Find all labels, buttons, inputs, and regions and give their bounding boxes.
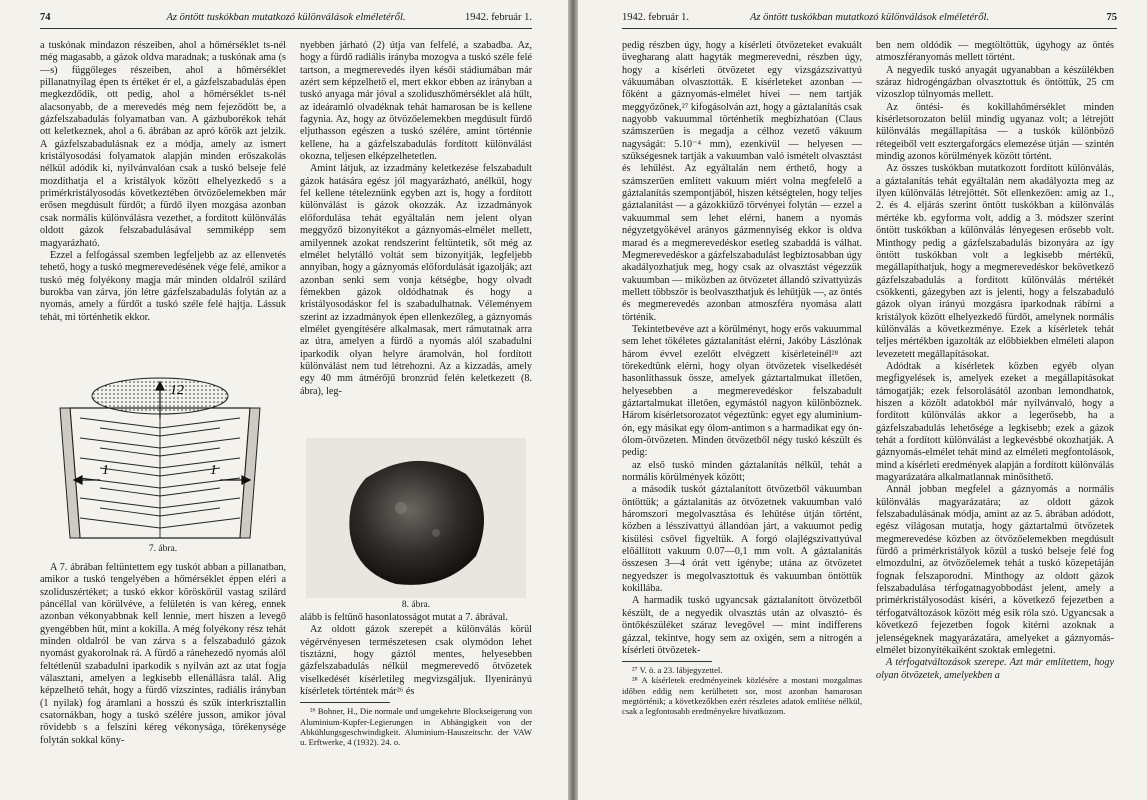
footnote-26: ²⁶ Bohner, H., Die normale und umgekehrte Blockseigerung von Aluminium-Kupfer-Legierungen in Abhängigkeit von der Abkühlungsgeschwindigkeit. Aluminium-Hauszeitschr. der VAW u. Erftwerke, 4 (1932). 24. o. [300, 706, 532, 748]
paragraph: Ezzel a felfogással szemben legfeljebb az az ellenvetés tehető, hogy a tuskó megmerevedésének vége felé, amikor a tuskó még folyékony magja már minden oldalról szilárd burokba van zárva, jön létre gázfelszabadulás folytán az a nyomás, amely a fürdőt a tuskó széle felé hajtja. Lássuk tehát, mi történhetik ekkor. [40, 249, 286, 323]
paragraph: Az összes tuskókban mutatkozott fordított különválás, a gáztalanítás tehát egyáltalán nem akadályozta meg az ilyen különválás létrejöttét. Sőt ellenkezően: amig az 1., 2. és 4. eljárás szerint öntött tuskókban a különválás mértéke kb. egyforma volt, addig a 3. módszer szerint öntött tuskókban a különválás lényegesen erősebb volt. Minthogy pedig a gázfelszabadulás bizonyára az így öntött tuskókban volt a legkisebb mértékű, megállapíthatjuk, hogy a megmerevedéskor bekövetkező gázfelszabadulás a fordított különválás mértékét csökkenti, gázegyben azt is jelenti, hogy a felszabaduló gázok olyan irányú mozgásra iparkodnak rábírni a kristályok között elhelyezkedő fürdőt, amelynek normális különválás a következménye. Ezek a kísérletek tehát teljes mértékben igazolták az előbbiekben elméleti alapon levezetett megállapításokat. [876, 163, 1114, 360]
figure-7-caption: 7. ábra. [148, 544, 178, 554]
paragraph: Az oldott gázok szerepét a különválás körül végérvényesen természetesen csak olymódon lehet tisztázni, hogy gáztól mentes, helyesebben gázfelszabadulás nélkül megmerevedő ötvözetek viselkedését kísérletileg megvizsgáljuk. Ilyenirányú kísérletek történtek már²⁶ és [300, 624, 532, 698]
right-page-column-1 [622, 40, 862, 716]
left-page-header [40, 12, 532, 29]
paragraph: Amint látjuk, az izzadmány keletkezése felszabadult gázok hatására egész jól magyarázható, anélkül, hogy fel kellene tételeznünk egyben azt is, hogy a fordított különválást is gázok okozzák. Az izzadmányok előfordulása tehát egyáltalán nem jelent olyan meggyőző bizonyítékot a gáznyomás-elmélet mellett, amilyennek azokat rendszerint feltüntetik, sőt még az elmélet helytálló voltát sem bizonyítják, legfeljebb annyiban, hogy a gáznyomás előfordulását igazolják; azt azonban senki sem vonja kétségbe, hogy olvadt fémekben gázok oldódhatnak és hogy a kristályosodáskor fel is szabadulhatnak. Véleményem szerint az izzadmányok épen ellenkezőleg, a gáznyomás elmélet gyengítésére alkalmasak, mert rámutatnak arra az útra, amelyen a fürdő a nyomás alól szabadulni iparkodik olyan helyre áramolván, hol fordított különválást nem tud létrehozni. Az a kizzadás, amely egy 40 mm átmérőjű bronzrúd felén keletkezett (8. ábra), leg- [300, 163, 532, 397]
figure-8-caption: 8. ábra. [401, 600, 431, 610]
paragraph: A negyedik tuskó anyagát ugyanabban a készülékben száraz hidrogéngázban olvasztottuk és öntöttük, 25 cm vízoszlop túlnyomás mellett. [876, 64, 1114, 101]
paragraph: Annál jobban megfelel a gáznyomás a normális különválás magyarázatára; az oldott gázok felszabadulásának módja, amint az az 5. ábrában adódott, egész világosan mutatja, hogy gáztartalmú ötvözetek megmerevedése közben az ötvözőelemekben megdúsult fürdő a primérkristályok közül a tuskó belseje felé fog elmozdulni, az ötvözőelemek tehát a tuskó közepetáján fognak felszaporodni. Minthogy az oldott gázok felszabadulása térfogatnagyobbodást jelent, amely a primérkristályosodást kíséri, a következő fejezetben a térfogatváltozások között még esik róla szó. Ugyancsak a következő fejezetben fogok kitérni azoknak a jelenségeknek magyarázatára, amelyeket a gáznyomás-elmélet bizonyítékaiként szoktak emlegetni. [876, 484, 1114, 656]
footnote-rule [300, 702, 390, 703]
paragraph: Adódtak a kísérletek közben egyéb olyan megfigyelések is, amelyek ezeket a megállapításokat támogatják; ezek felsorolásától azonban lemondhatok, hiszen a közölt adatokból már nyilvánvaló, hogy a fordított különválás akkor a legerősebb, ha a gázfelszabadulás lehetősége a legkisebb; ezek a gázok tehát a fordított különválást a legkevésbbé okozhatják. A gáznyomás-elmélet tehát mind az elméleti megfontolások, mind a kísérleti eredmények alapján a fordított különválás magyarázatára alkalmatlannak minősíthető. [876, 360, 1114, 484]
paragraph: ben nem oldódik — megtöltöttük, úgyhogy az öntés atmoszféranyomás mellett történt. [876, 40, 1114, 64]
paragraph: nyebben járható (2) útja van felfelé, a szabadba. Az, hogy a fürdő radiális irányba mozogva a tuskó széle felé tartson, a megmerevedés ilyen késői stádiumában már azért sem képzelhető el, mert ekkor ebben az irányban a tuskó anyaga már jóval a szoliduszhőmérséklet alá hűlt, az ideáramló olvadéknak tehát hamarosan be is kellene fagynia. Az, hogy az ötvözőelemekben megdúsult fürdő eljuthasson egészen a tuskó szélére, amint történnie kellene, ha a gázfelszabadulás fordított különválást okozna, teljesen elképzelhetetlen. [300, 40, 532, 163]
left-page-column-2-continued [300, 612, 532, 747]
paragraph: A 7. ábrában feltüntettem egy tuskót abban a pillanatban, amikor a tuskó tengelyében a hőmérséklet éppen eléri a szoliduszértéket; a tuskó ekkor köröskörül vastag szilárd páncéllal van körülvéve, a felületén is van kéreg, ennek azonban vékonyabbnak kell lennie, mert hiszen a levegő gyengébben hűt, mint a kokilla. A még folyékony rész tehát minden oldalról be van zárva s a felszabaduló gázok nyomást gyakorolnak rá. A fürdő a ránehezedő nyomás alól feltétlenül szabadulni iparkodik s nyilván azt az utat fogja választani, amelyen a legkisebb ellenállásra talál. Alig képzelhető tehát, hogy a fürdő vízszintes, radiális irányban (1 nyilak) fog áramlani a hosszú és szűk interkrisztallin csatornákban, hogy a tuskó szélére jusson, amikor jóval rövidebb s a felszíni kéreg vékonysága, törékenysége folytán sokkal köny- [40, 562, 286, 746]
fig7-label-2: 12 [170, 383, 184, 398]
right-page-header [622, 12, 1117, 29]
running-title: Az öntött tuskókban mutatkozó különválások elméletéről. [749, 12, 990, 23]
paragraph: Az öntési- és kokillahőmérséklet minden kísérletsorozaton belül mindig ugyanaz volt; a létrejött különválás megállapítása — a tuskók különböző rétegeiből vett esztergaforgács elemezése útján — szintén mindig azonos körülmények között történt. [876, 101, 1114, 163]
page-number: 74 [40, 12, 51, 23]
paragraph: alább is feltűnő hasonlatosságot mutat a 7. ábrával. [300, 612, 508, 623]
footnote-rule [622, 661, 712, 662]
book-gutter [568, 0, 578, 800]
page-number: 75 [1106, 12, 1117, 23]
figure-7-ingot-diagram [40, 368, 286, 542]
left-page-column-1 [40, 40, 286, 324]
footnote-27: ²⁷ V. ö. a 23. lábjegyzettel. [632, 665, 723, 676]
paragraph: az első tuskó minden gáztalanítás nélkül, tehát a normális körülmények között; [622, 459, 862, 484]
paragraph: pedig részben úgy, hogy a kísérleti ötvözeteket evakuált üvegharang alatt hagyták megmerevedni, részben úgy, hogy a kísérleti ötvözetet egy vizsgázszivattyú vákuumában olvasztották. E kísérleteket azonban — főként a gáznyomás-elmélet hívei — nem tartják meggyőzőnek,²⁷ kifogásolván azt, hogy a gáztalanítás csak nagyobb vakuummal történhetik megbízhatóan (Claus számszerűen is megadja a célhoz vezető vákuum nagyságát: 5.10⁻⁴ mm), ezenkívül — helyesen — szükségesnek tartják a vakuumban való ismételt olvasztást és lehűlést. Az egyáltalán nem érthető, hogy a számszerűen említett vakuum miért volna megfelelő a gáztalanítás szempontjából, hiszen kétségtelen, hogy teljes gáztalanítást — a gázokkiűző törvényei folytán — ezzel a vakuummal sem lehet elérni, hanem a nyomás négyzetgyökével arányos gázmennyiség ekkor is oldva marad és a megmerevedéskor esetleg szabaddá is válhat. Megmerevedéskor a gázfelszabadulást legbiztosabban úgy akadályozhatjuk meg, hogy csak az olvasztást végezzük vakuumban — miközben az ötvözetet állandó szivattyúzás mellett többször is beolvaszthatjuk és lehűtjük —, az öntés és megmerevedés azonban atmoszféra nyomása alatt történik. [622, 40, 862, 323]
running-title: Az öntött tuskókban mutatkozó különválások elméletéről. [166, 12, 406, 23]
left-page-column-2 [300, 40, 532, 398]
fig7-label-1-right: 1 [210, 463, 217, 478]
section-heading-paragraph: A térfogatváltozások szerepe. Azt már említettem, hogy olyan ötvözetek, amelyekben a [876, 657, 1114, 681]
paragraph: a második tuskót gáztalanított ötvözetből vákuumban öntöttük; a gáztalanítás az ötvözetnek vakuumban való háromszori megolvasztása és lehűtése útján történt, közben a lésszivattyú állandóan járt, a vakuumot pedig kisülési csővel figyeltük. A forgó olajlégszivattyúval előállított vakuum 0.07—0,1 mm volt. A gáztalanítás összesen 3—4 órát vett igénybe; utána az ötvözetet negyedszer is megolvasztottuk és vakuumban öntöttük kokillába. [622, 484, 862, 595]
header-date: 1942. február 1. [464, 12, 532, 23]
bronze-rod-sweat-image [306, 438, 526, 598]
paragraph: A harmadik tuskó ugyancsak gáztalanított ötvözetből készült, de a negyedik olvasztás után az olvasztó- és öntőkészüléket száraz levegővel — mint indifferens gázzal, tekintve, hogy sem az oxigén, sem a nitrogén a kísérleti ötvözetek- [622, 595, 862, 656]
left-page [0, 0, 568, 800]
right-page [578, 0, 1147, 800]
figure-8-photo [306, 438, 526, 598]
paragraph: Tekintetbevéve azt a körülményt, hogy erős vakuummal sem lehet tökéletes gáztalanítást elérni, Jakóby Lászlónak három évvel ezelőtt elvégzett kísérleteinél²⁸ azt törekedtünk elérni, hogy olyan ötvözetek viselkedését hasonlíthassuk össze, amelyek gáztartalmukat illetően, helyesebben a megmerevedéskor felszabadult gáztartalmukat illetően, egymástól nagyon különböznek. Három kísérletsorozatot végeztünk: egyet egy aluminium-ón, egy másikat egy ólom-antimon s a harmadikat egy ón-ólom-ötvözeten. Minden ötvözetből négy tuskó készült és pedig: [622, 323, 862, 459]
fig7-label-1-left: 1 [102, 463, 109, 478]
footnote-28: ²⁸ A kísérletek eredményeinek közlésére a mostani mozgalmas időben eddig nem kerülhetett sor, most azonban hamarosan megtörténik; a következőkben ezért részletes adatok említése nélkül, csak a legfontosabb eredményekre hivatkozom. [622, 675, 862, 716]
header-date: 1942. február 1. [622, 12, 690, 23]
paragraph: a tuskónak mindazon részeiben, ahol a hőmérséklet ts-nél még magasabb, a gázok oldva maradnak; a tuskónak ama (s—s) függőleges részeiben, ahol a hőmérséklet pillanatnyilag épen ts értéket ér el, a gázfelszabadulás épen megkezdődik, ott pedig, ahol a hőmérséklet ts-nél alacsonyabb, de a merevedés még nem fejeződött be, a gázfelszabadulás folyamatban van. A gázbuborékok tehát ott keletkeznek, ahol a 6. ábrában az apró körök azt jelzik. A gázfelszabadulásnak ez a módja, amely az ismert kristályosodási folyamatok alapján minden erőszakolás nélkül adódik ki, nyilvánvalóan csak a tuskó belseje felé mozdíthatja el a kristályok között elhelyezkedő s a primérkristályosodás következtében ötvözőelemekben már erősen megdúsult fürdőt; a fürdő ilyen mozgása azonban csak normális különválásra vezethet, a fordított különválás oldott gázok felszabadulásával semmiképp sem magyarázható. [40, 40, 286, 249]
left-page-column-1-continued [40, 562, 286, 747]
right-page-column-2 [876, 40, 1114, 682]
